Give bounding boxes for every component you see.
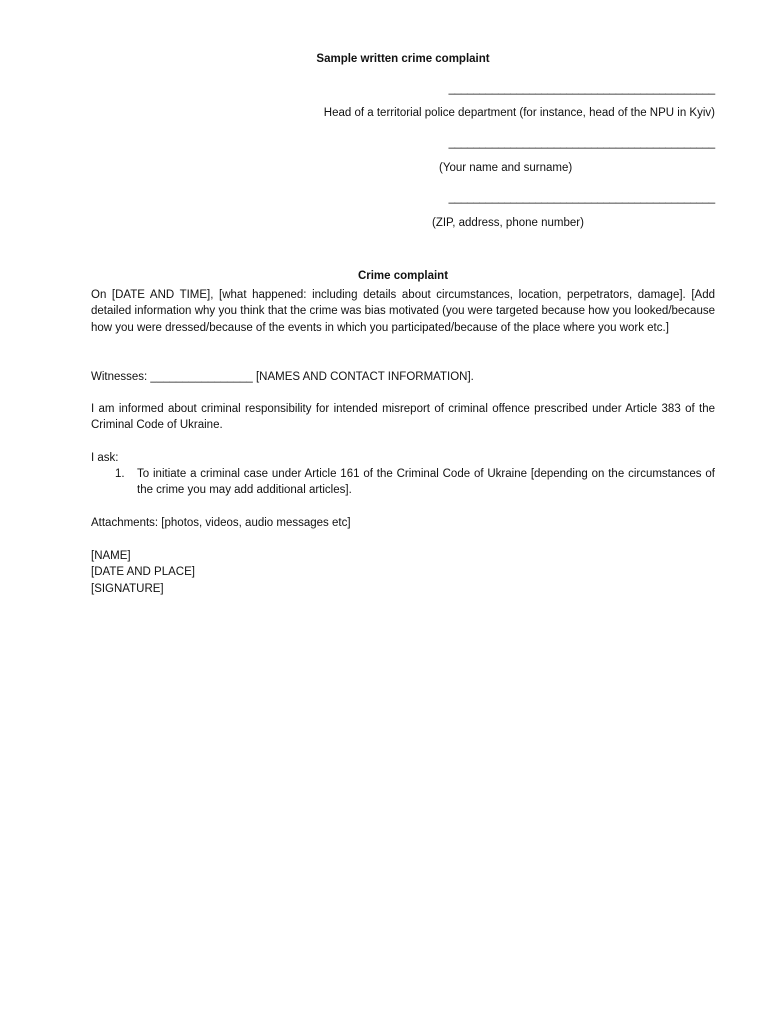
- blank-line-recipient: ___________________________________________: [448, 83, 715, 95]
- incident-paragraph: On [DATE AND TIME], [what happened: including details about circumstances, location, perpetrators, damage]. [Add detailed information why you think that the crime was bias motivated (you were targeted because how you looked/because how you were dressed/because of the events in which you participated/because of the place where you work etc.]: [91, 289, 715, 334]
- blank-line-name: ___________________________________________: [448, 137, 715, 149]
- signature-date-place: [DATE AND PLACE]: [91, 566, 195, 579]
- signature-name: [NAME]: [91, 550, 131, 562]
- blank-line-contact: ___________________________________________: [448, 192, 715, 204]
- recipient-text: Head of a territorial police department (for instance, head of the NPU in Kyiv): [323, 107, 715, 119]
- informed-paragraph: I am informed about criminal responsibility for intended misreport of criminal offence prescribed under Article 383 of the Criminal Code of Ukraine.: [91, 403, 715, 432]
- name-surname-label: (Your name and surname): [439, 162, 573, 174]
- ask-label: I ask:: [91, 452, 119, 464]
- request-list: [91, 466, 715, 499]
- witnesses-line: Witnesses: ________________ [NAMES AND CONTACT INFORMATION].: [91, 371, 474, 383]
- signature-field: [SIGNATURE]: [91, 582, 164, 595]
- document-title: Sample written crime complaint: [316, 53, 490, 65]
- list-item: [91, 466, 715, 499]
- list-item-number: 1.: [115, 468, 125, 480]
- complaint-heading: Crime complaint: [357, 270, 449, 282]
- attachments-line: Attachments: [photos, videos, audio messages etc]: [91, 517, 351, 529]
- list-item-text: To initiate a criminal case under Article 161 of the Criminal Code of Ukraine [depending on the circumstances of the crime you may add additional articles].: [137, 468, 715, 497]
- contact-label: (ZIP, address, phone number): [432, 217, 584, 229]
- signature-block: [91, 548, 715, 597]
